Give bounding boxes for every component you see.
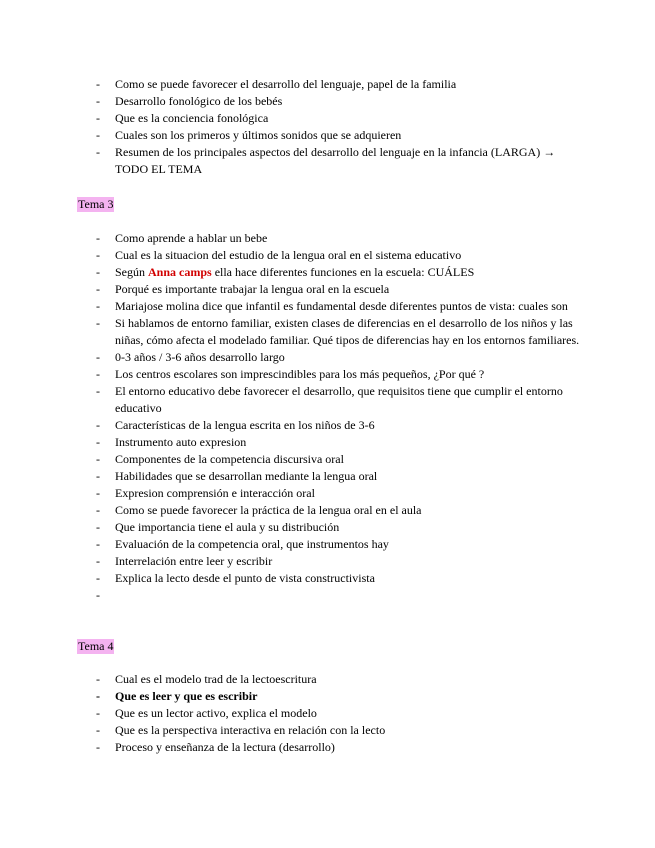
dash-marker: - [96, 706, 100, 720]
list-item-text: Características de la lengua escrita en los niños de 3-6 [115, 418, 375, 432]
list-item-text: Que es la conciencia fonológica [115, 111, 269, 125]
tema3-list [96, 230, 586, 602]
list-item-text: Que es la perspectiva interactiva en relación con la lecto [115, 723, 386, 737]
list-item [96, 76, 586, 93]
list-item [96, 519, 586, 536]
list-item-text: Que es un lector activo, explica el modelo [115, 706, 317, 720]
dash-marker: - [96, 265, 100, 279]
dash-marker: - [96, 384, 100, 398]
dash-marker: - [96, 723, 100, 737]
section-heading-tema-3: Tema 3 [78, 197, 114, 211]
dash-marker: - [96, 672, 100, 686]
list-item [96, 298, 586, 315]
dash-marker: - [96, 537, 100, 551]
list-item [96, 739, 586, 756]
list-item-text: Interrelación entre leer y escribir [115, 554, 273, 568]
list-item [96, 93, 586, 110]
list-item [96, 127, 586, 144]
list-item [96, 536, 586, 553]
list-item-text: Proceso y enseñanza de la lectura (desarrollo) [115, 740, 335, 754]
list-item [96, 705, 586, 722]
list-item-text: Resumen de los principales aspectos del desarrollo del lenguaje en la infancia (LARGA) → TODO EL TEMA [115, 145, 556, 176]
list-item-text: Mariajose molina dice que infantil es fundamental desde diferentes puntos de vista: cuales son [115, 299, 568, 313]
list-item-text: Como se puede favorecer la práctica de la lengua oral en el aula [115, 503, 422, 517]
dash-marker: - [96, 145, 100, 159]
list-item [96, 366, 586, 383]
list-item [96, 110, 586, 127]
dash-marker: - [96, 554, 100, 568]
list-item-text: Cual es el modelo trad de la lectoescritura [115, 672, 317, 686]
list-item-text: Evaluación de la competencia oral, que instrumentos hay [115, 537, 389, 551]
list-item-text: Como aprende a hablar un bebe [115, 231, 268, 245]
list-item-text: Cual es la situacion del estudio de la lengua oral en el sistema educativo [115, 248, 462, 262]
tema4-list [96, 671, 586, 756]
list-item [96, 434, 586, 451]
highlighted-author-name: Anna camps [148, 265, 212, 279]
list-item [96, 144, 586, 178]
list-item-text: Como se puede favorecer el desarrollo del lenguaje, papel de la familia [115, 77, 457, 91]
list-item [96, 247, 586, 264]
list-item-text: Si hablamos de entorno familiar, existen clases de diferencias en el desarrollo de los niños y las niñas, cómo afecta el modelado familiar. Qué tipos de diferencias hay en los entornos familiares. [115, 316, 580, 347]
dash-marker: - [96, 435, 100, 449]
dash-marker: - [96, 94, 100, 108]
list-item-text: 0-3 años / 3-6 años desarrollo largo [115, 350, 285, 364]
list-item-text: Los centros escolares son imprescindibles para los más pequeños, ¿Por qué ? [115, 367, 485, 381]
list-item-text: Que importancia tiene el aula y su distribución [115, 520, 340, 534]
dash-marker: - [96, 350, 100, 364]
list-item-text: Habilidades que se desarrollan mediante la lengua oral [115, 469, 378, 483]
list-item [96, 570, 586, 587]
list-item-text-before: Según [115, 265, 148, 279]
list-item-text: Desarrollo fonológico de los bebés [115, 94, 283, 108]
list-item [96, 383, 586, 417]
list-item [96, 502, 586, 519]
dash-marker: - [96, 520, 100, 534]
dash-marker: - [96, 367, 100, 381]
list-item [96, 688, 586, 705]
dash-marker: - [96, 299, 100, 313]
dash-marker: - [96, 111, 100, 125]
list-item [96, 671, 586, 688]
dash-marker: - [96, 77, 100, 91]
dash-marker: - [96, 128, 100, 142]
list-item-text: Cuales son los primeros y últimos sonidos que se adquieren [115, 128, 402, 142]
list-item-text: Expresion comprensión e interacción oral [115, 486, 315, 500]
dash-marker: - [96, 316, 100, 330]
dash-marker: - [96, 248, 100, 262]
list-item [96, 553, 586, 570]
dash-marker: - [96, 689, 100, 703]
list-item-text: Explica la lecto desde el punto de vista constructivista [115, 571, 375, 585]
list-item [96, 485, 586, 502]
list-item [96, 417, 586, 434]
dash-marker: - [96, 588, 100, 602]
list-item [96, 281, 586, 298]
list-item-text-bold: Que es leer y que es escribir [115, 689, 258, 703]
dash-marker: - [96, 282, 100, 296]
list-item [96, 230, 586, 247]
list-item-text: Componentes de la competencia discursiva oral [115, 452, 344, 466]
dash-marker: - [96, 418, 100, 432]
dash-marker: - [96, 503, 100, 517]
list-item-text-after: ella hace diferentes funciones en la escuela: CUÁLES [211, 265, 475, 279]
dash-marker: - [96, 486, 100, 500]
dash-marker: - [96, 452, 100, 466]
section1-list [96, 76, 586, 178]
section-heading-tema-4: Tema 4 [78, 639, 114, 653]
list-item-text: Instrumento auto expresion [115, 435, 247, 449]
list-item [96, 349, 586, 366]
list-item [96, 468, 586, 485]
dash-marker: - [96, 740, 100, 754]
list-item-text: El entorno educativo debe favorecer el desarrollo, que requisitos tiene que cumplir el entorno educativo [115, 384, 563, 415]
list-item [96, 315, 586, 349]
dash-marker: - [96, 231, 100, 245]
dash-marker: - [96, 571, 100, 585]
list-item-text: Porqué es importante trabajar la lengua oral en la escuela [115, 282, 390, 296]
dash-marker: - [96, 469, 100, 483]
list-item [96, 451, 586, 468]
list-item [96, 722, 586, 739]
list-item [96, 264, 586, 281]
